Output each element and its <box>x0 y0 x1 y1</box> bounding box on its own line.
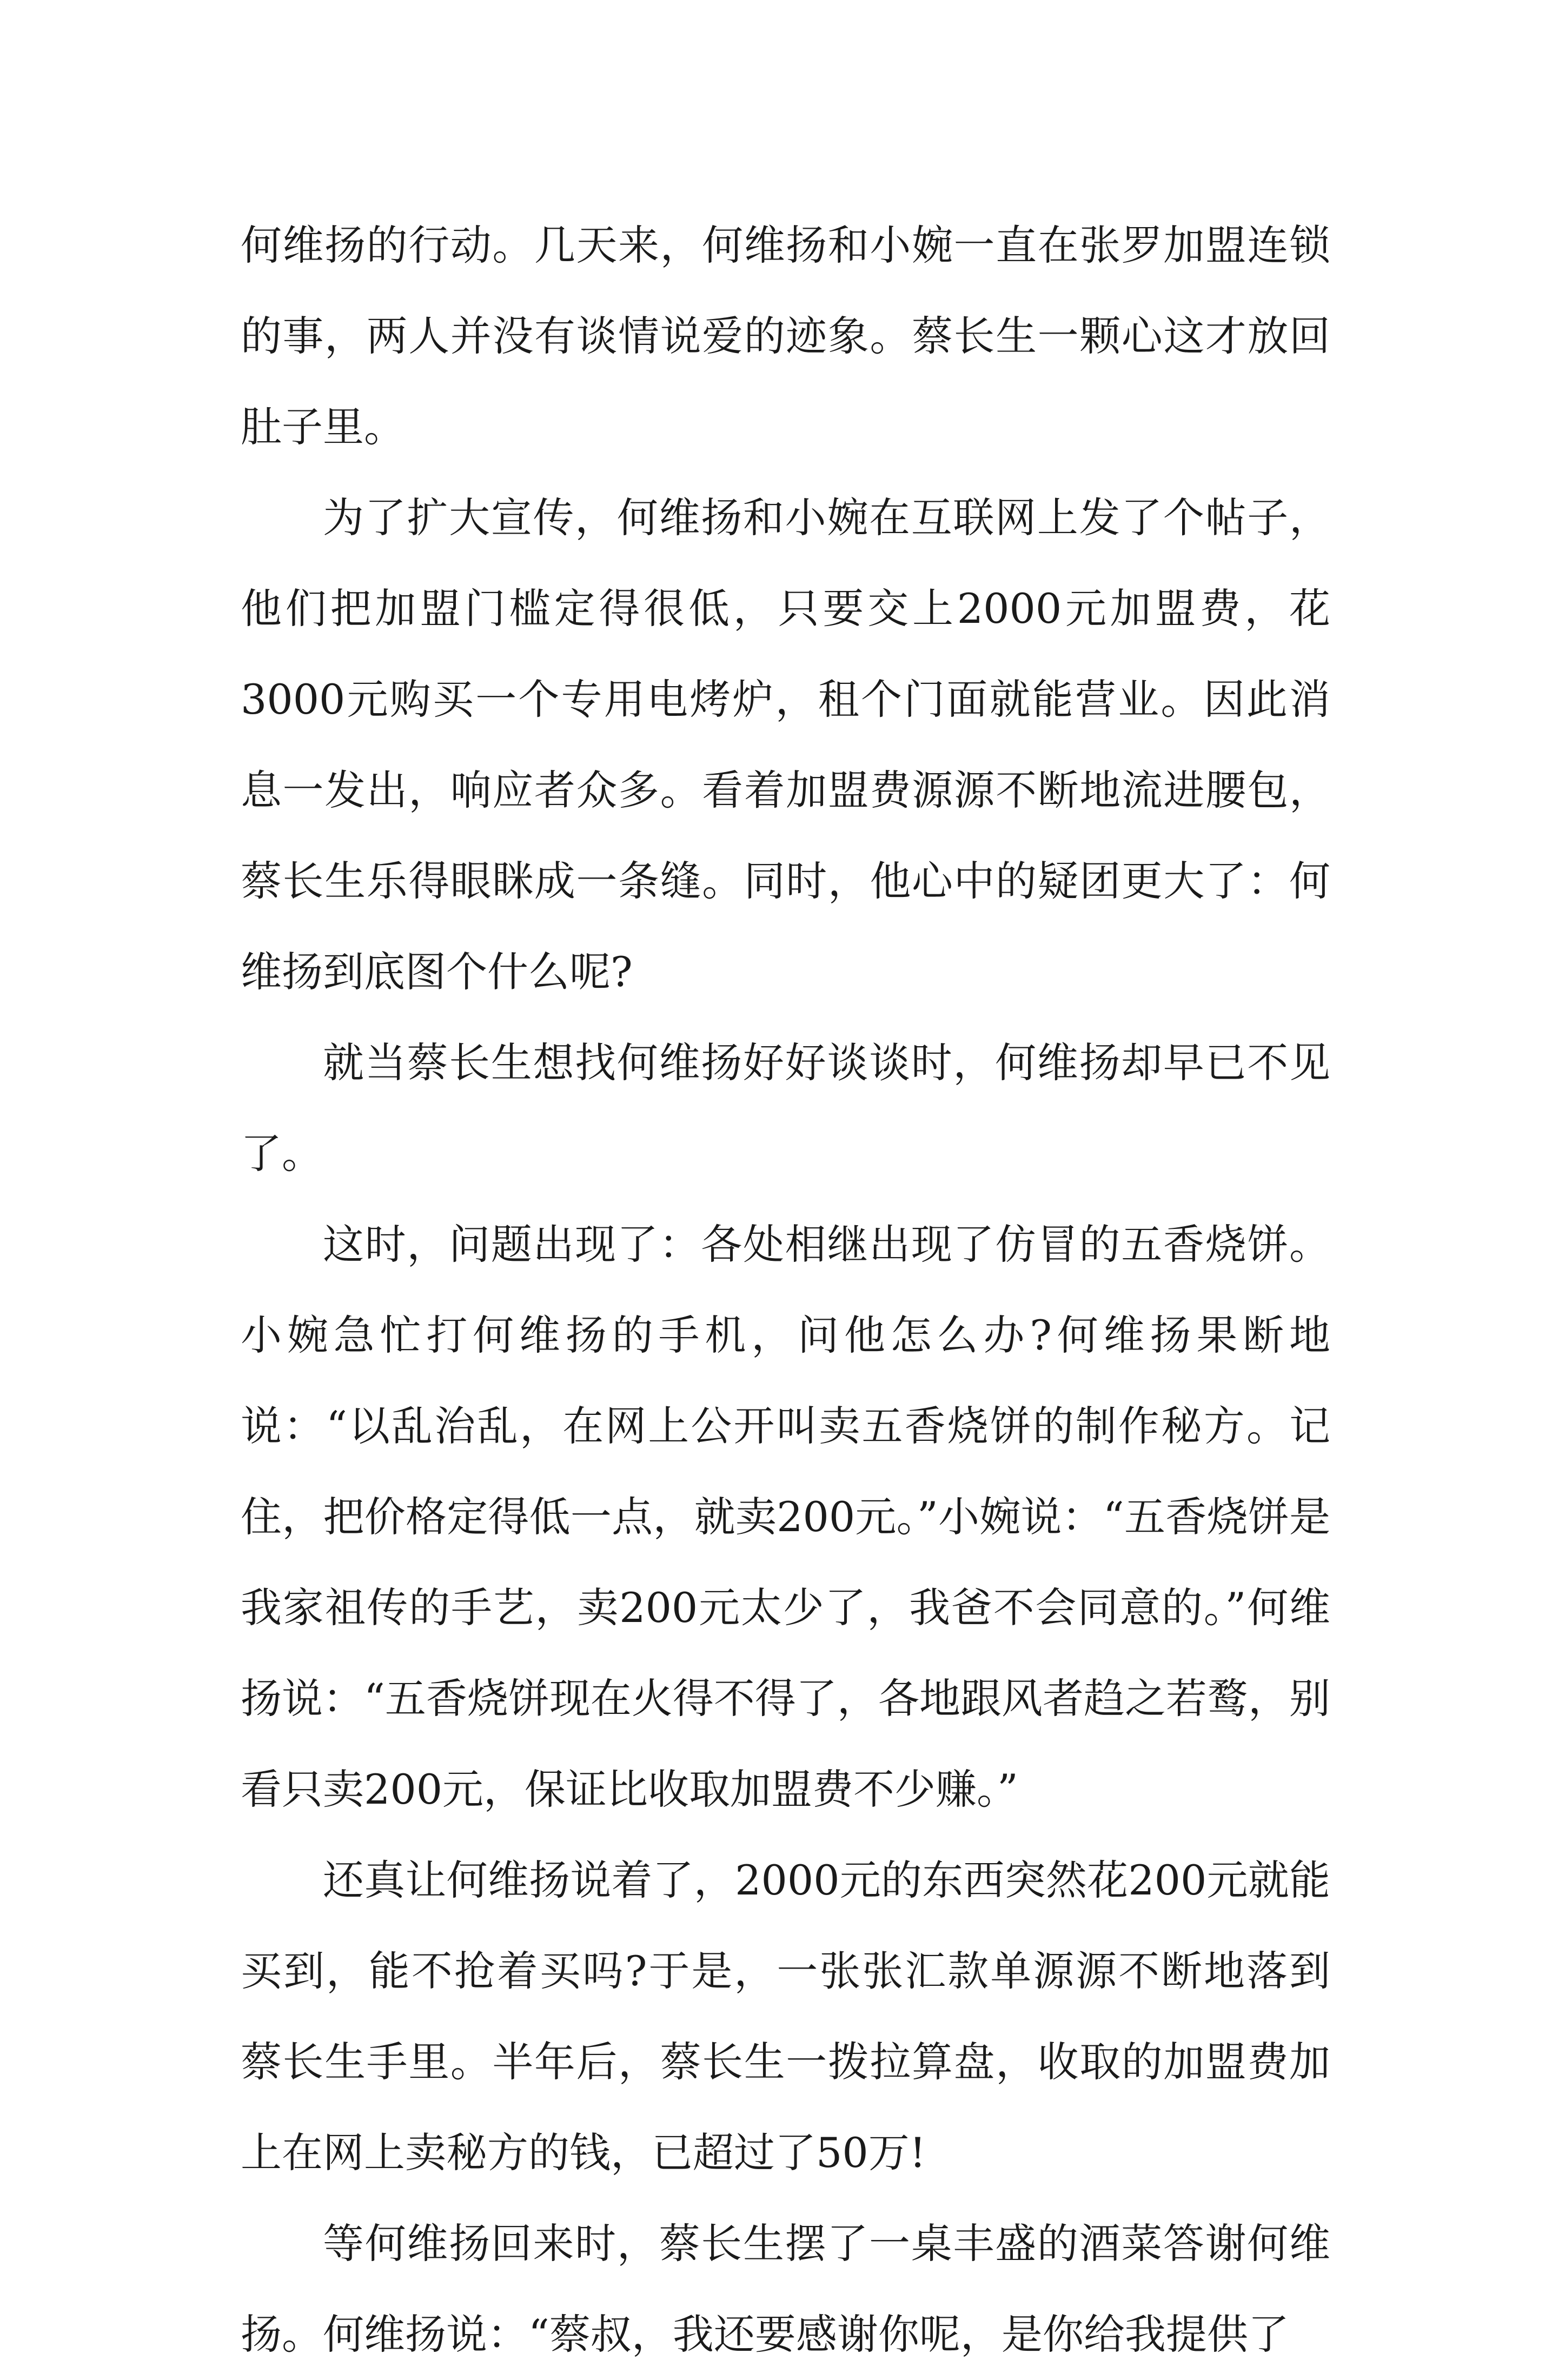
paragraph: 这时，问题出现了：各处相继出现了仿冒的五香烧饼。小婉急忙打何维扬的手机，问他怎么办?何维扬果断地说：“以乱治乱，在网上公开叫卖五香烧饼的制作秘方。记住，把价格定得低一点，就卖200元。”小婉说：“五香烧饼是我家祖传的手艺，卖200元太少了，我爸不会同意的。”何维扬说：“五香烧饼现在火得不得了，各地跟风者趋之若鹜，别看只卖200元，保证比收取加盟费不少赚。” <box>241 1220 1330 1813</box>
paragraph-continued: 何维扬的行动。几天来，何维扬和小婉一直在张罗加盟连锁的事，两人并没有谈情说爱的迹象。蔡长生一颗心这才放回肚子里。 <box>241 221 1330 451</box>
body-text <box>241 200 1330 2380</box>
paragraph: 等何维扬回来时，蔡长生摆了一桌丰盛的酒菜答谢何维扬。何维扬说：“蔡叔，我还要感谢你呢，是你给我提供了 <box>241 2219 1330 2358</box>
paragraph: 为了扩大宣传，何维扬和小婉在互联网上发了个帖子，他们把加盟门槛定得很低，只要交上2000元加盟费，花3000元购买一个专用电烤炉，租个门面就能营业。因此消息一发出，响应者众多。看着加盟费源源不断地流进腰包，蔡长生乐得眼眯成一条缝。同时，他心中的疑团更大了：何维扬到底图个什么呢? <box>241 494 1330 996</box>
paragraph: 就当蔡长生想找何维扬好好谈谈时，何维扬却早已不见了。 <box>241 1039 1330 1178</box>
paragraph: 还真让何维扬说着了，2000元的东西突然花200元就能买到，能不抢着买吗?于是，一张张汇款单源源不断地落到蔡长生手里。半年后，蔡长生一拨拉算盘，收取的加盟费加上在网上卖秘方的钱，已超过了50万! <box>241 1856 1330 2177</box>
